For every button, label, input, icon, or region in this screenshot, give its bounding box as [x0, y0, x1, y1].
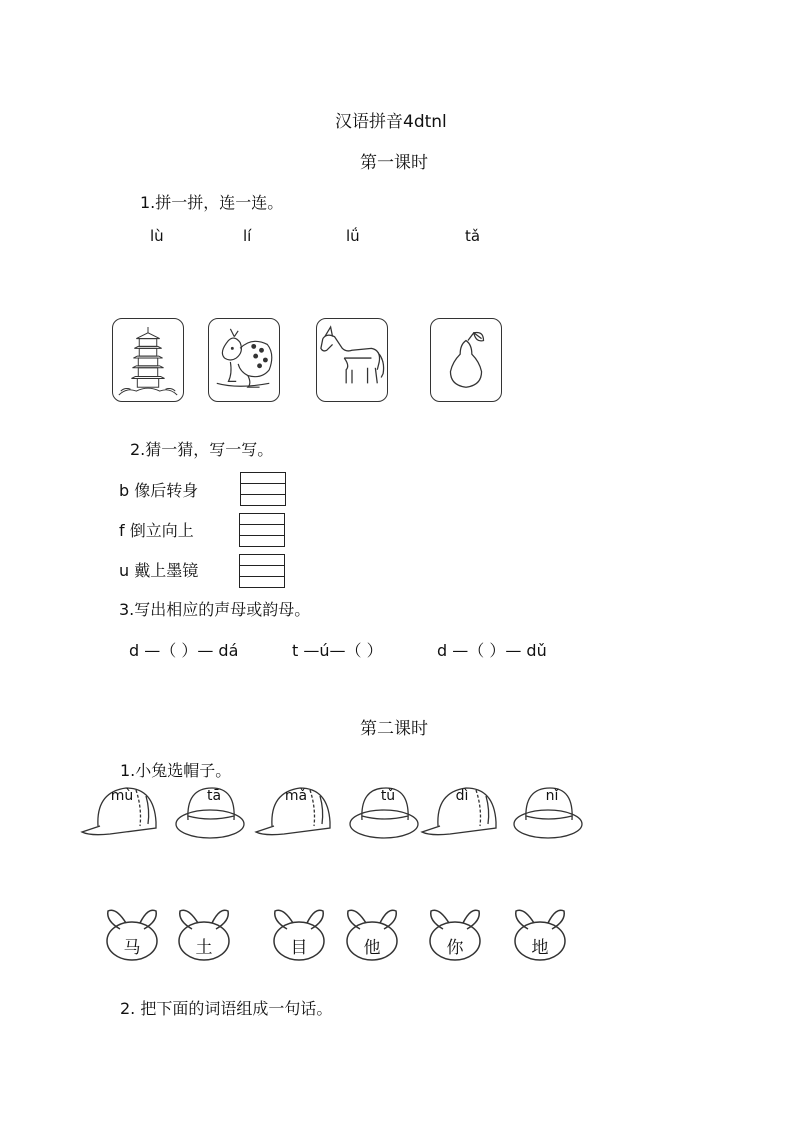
page-title: 汉语拼音4dtnl: [335, 112, 447, 132]
deer-image: [208, 318, 280, 402]
q3-item-2: t —ú—（ ）: [292, 641, 383, 660]
hat-label: tā: [206, 788, 222, 804]
pinyin-li2: lí: [243, 227, 252, 245]
donkey-image: [316, 318, 388, 402]
bunny-ni[interactable]: [423, 905, 487, 965]
q2-item-b: b 像后转身: [119, 481, 199, 500]
hat-label: mù: [110, 788, 134, 804]
pinyin-lv2: lǘ: [346, 227, 360, 245]
bunny-tu[interactable]: [172, 905, 236, 965]
hat-mu[interactable]: [80, 782, 164, 842]
hat-label: tǔ: [380, 788, 396, 804]
write-grid-b[interactable]: [240, 472, 286, 506]
q1-prompt: 1.拼一拼，连一连。: [140, 193, 284, 212]
hat-label: nǐ: [545, 788, 559, 804]
q3-prompt: 3.写出相应的声母或韵母。: [119, 600, 311, 619]
write-grid-u[interactable]: [239, 554, 285, 588]
l2-q1-prompt: 1.小兔选帽子。: [120, 761, 232, 780]
bunny-char: 他: [363, 938, 381, 958]
hat-label: dì: [455, 788, 469, 804]
q2-prompt: 2.猜一猜，写一写。: [130, 440, 274, 459]
lesson1-heading: 第一课时: [360, 153, 428, 173]
hat-tu[interactable]: [346, 782, 430, 842]
hat-di[interactable]: [420, 782, 504, 842]
pinyin-ta3: tǎ: [465, 227, 481, 245]
bunny-char: 目: [290, 938, 308, 958]
bunny-mu[interactable]: [267, 905, 331, 965]
pagoda-image: [112, 318, 184, 402]
write-grid-f[interactable]: [239, 513, 285, 547]
q2-item-f: f 倒立向上: [119, 521, 194, 540]
hat-ma[interactable]: [254, 782, 338, 842]
q3-item-3: d —（ ）— dǔ: [437, 641, 547, 660]
hat-label: mǎ: [284, 788, 308, 804]
bunny-ma[interactable]: [100, 905, 164, 965]
l2-q2-prompt: 2. 把下面的词语组成一句话。: [120, 999, 333, 1018]
pear-image: [430, 318, 502, 402]
q3-item-1: d —（ ）— dá: [129, 641, 239, 660]
bunny-di[interactable]: [508, 905, 572, 965]
hat-ta[interactable]: [172, 782, 256, 842]
bunny-char: 土: [195, 938, 213, 958]
bunny-ta[interactable]: [340, 905, 404, 965]
hat-ni[interactable]: [510, 782, 594, 842]
q2-item-u: u 戴上墨镜: [119, 561, 199, 580]
lesson2-heading: 第二课时: [360, 719, 428, 739]
bunny-char: 你: [446, 938, 464, 958]
bunny-char: 马: [123, 938, 141, 958]
bunny-char: 地: [531, 938, 549, 958]
pinyin-lu4: lù: [150, 227, 164, 245]
